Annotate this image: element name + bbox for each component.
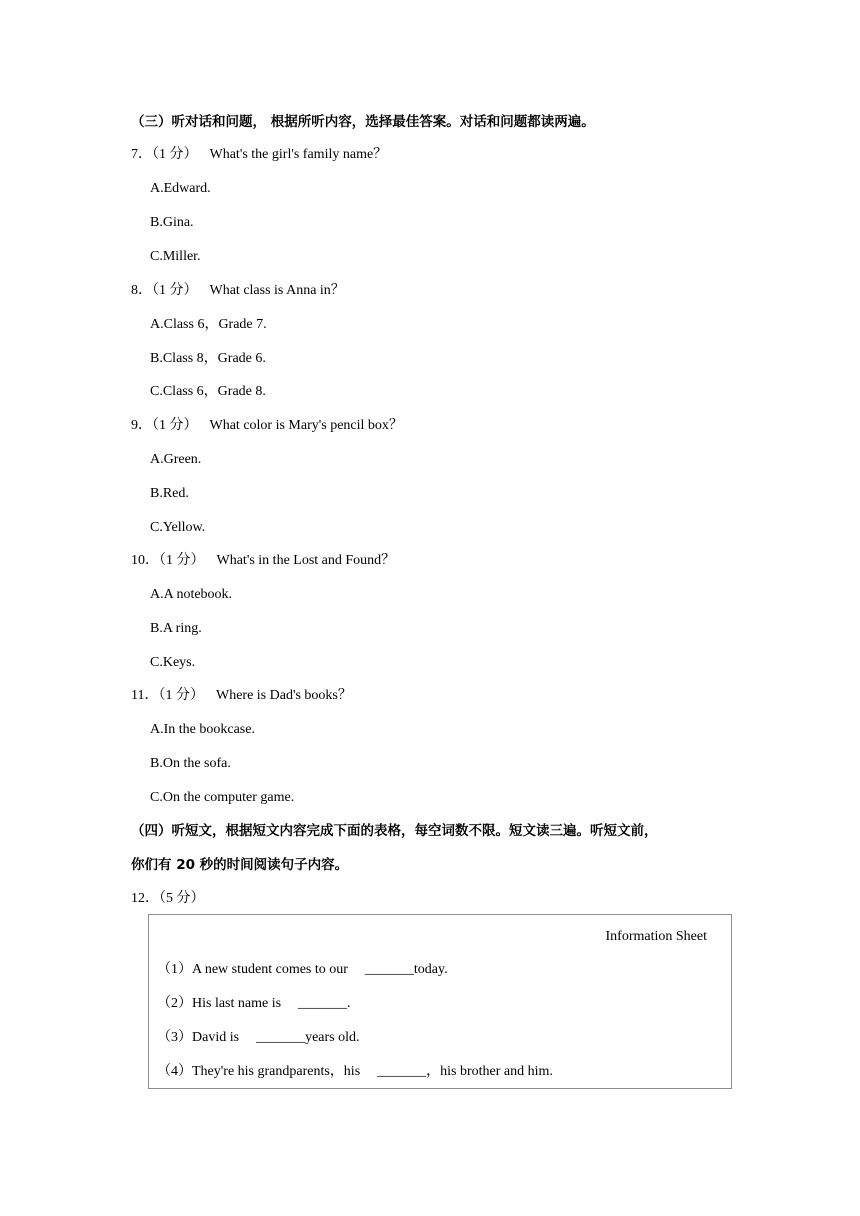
- question-12-label: 12．（5 分）: [131, 891, 205, 906]
- fill-line-2: [157, 994, 351, 1014]
- question-10: [131, 551, 395, 571]
- section-4-heading-line-1: （四）听短文，根据短文内容完成下面的表格，每空词数不限。短文读三遍。听短文前，: [131, 823, 658, 839]
- fill-line-prefix: （1）A new student comes to our: [157, 962, 348, 977]
- fill-line-suffix: .: [347, 996, 351, 1011]
- question-number: 11．: [131, 688, 159, 703]
- section-4-heading-line-2: 你们有 20 秒的时间阅读句子内容。: [131, 857, 349, 873]
- fill-line-prefix: （4）They're his grandparents，his: [157, 1064, 361, 1079]
- option-c[interactable]: C.Miller.: [150, 249, 201, 264]
- answer-blank[interactable]: _______: [256, 1030, 306, 1045]
- question-number: 10．: [131, 553, 159, 568]
- fill-line-suffix: years old.: [305, 1030, 360, 1045]
- information-sheet-box: [148, 914, 732, 1089]
- question-number: 7．: [131, 147, 152, 162]
- question-stem: What's the girl's family name？: [209, 147, 388, 162]
- option-a[interactable]: A.A notebook.: [150, 587, 233, 602]
- option-b[interactable]: B.On the sofa.: [150, 756, 231, 771]
- information-sheet-title: Information Sheet: [605, 929, 707, 944]
- question-7: [131, 145, 387, 165]
- fill-line-1: [157, 960, 448, 980]
- answer-blank[interactable]: _______: [364, 962, 414, 977]
- question-score: （1 分）: [158, 688, 204, 703]
- answer-blank[interactable]: _______: [298, 996, 348, 1011]
- question-number: 9．: [131, 418, 152, 433]
- option-a[interactable]: A.In the bookcase.: [150, 722, 255, 737]
- option-a[interactable]: A.Green.: [150, 452, 202, 467]
- option-c[interactable]: C.Yellow.: [150, 520, 206, 535]
- question-stem: Where is Dad's books？: [215, 688, 352, 703]
- question-stem: What color is Mary's pencil box？: [209, 418, 403, 433]
- question-score: （1 分）: [152, 147, 198, 162]
- option-b[interactable]: B.Gina.: [150, 215, 194, 230]
- question-9: [131, 416, 403, 436]
- option-b[interactable]: B.Class 8，Grade 6.: [150, 351, 266, 366]
- question-score: （1 分）: [152, 283, 198, 298]
- option-a[interactable]: A.Edward.: [150, 181, 211, 196]
- answer-blank[interactable]: _______: [377, 1064, 427, 1079]
- question-11: [131, 686, 352, 706]
- question-number: 8．: [131, 283, 152, 298]
- question-stem: What class is Anna in？: [209, 283, 345, 298]
- question-stem: What's in the Lost and Found？: [216, 553, 396, 568]
- option-c[interactable]: C.Keys.: [150, 655, 196, 670]
- question-score: （1 分）: [159, 553, 205, 568]
- fill-line-prefix: （3）David is: [157, 1030, 240, 1045]
- question-8: [131, 281, 345, 301]
- fill-line-suffix: today.: [413, 962, 448, 977]
- option-a[interactable]: A.Class 6，Grade 7.: [150, 317, 267, 332]
- fill-line-suffix: ，his brother and him.: [426, 1064, 553, 1079]
- question-score: （1 分）: [152, 418, 198, 433]
- option-c[interactable]: C.Class 6，Grade 8.: [150, 384, 266, 399]
- section-3-heading: （三）听对话和问题， 根据所听内容，选择最佳答案。对话和问题都读两遍。: [131, 114, 595, 130]
- fill-line-4: [157, 1062, 553, 1082]
- fill-line-prefix: （2）His last name is: [157, 996, 282, 1011]
- fill-line-3: [157, 1028, 360, 1048]
- option-b[interactable]: B.Red.: [150, 486, 189, 501]
- option-b[interactable]: B.A ring.: [150, 621, 202, 636]
- option-c[interactable]: C.On the computer game.: [150, 790, 295, 805]
